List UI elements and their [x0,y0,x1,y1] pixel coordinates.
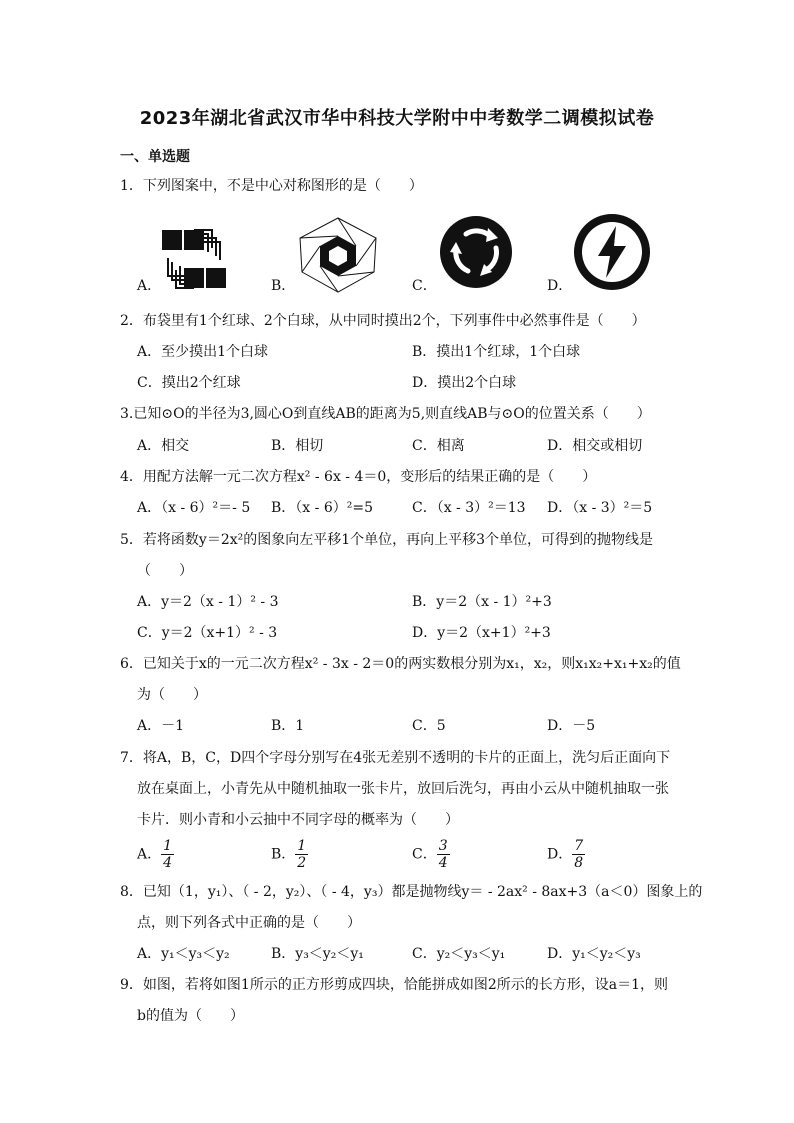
q7-option-c [412,838,450,871]
q7-option-b [271,838,308,871]
question-7-line-1: 7．将A，B，C，D四个字母分别写在4张无差别不透明的卡片的正面上，洗匀后正面向下 [120,750,671,766]
q7-option-d-label: D． [547,846,573,863]
question-5-stem-cont: （ ） [137,563,193,579]
q4-option-a: A．（x - 6）²＝- 5 [137,500,251,516]
q2-option-a: A．至少摸出1个白球 [137,344,269,360]
question-6-stem-cont: 为（ ） [137,687,207,703]
q5-option-c: C．y＝2（x+1）² - 3 [137,625,278,641]
recycle-arrows-circle-icon [438,214,514,294]
question-6-stem: 6．已知关于x的一元二次方程x² - 3x - 2＝0的两实数根分别为x₁，x₂，则x₁x₂+x₁+x₂的值 [120,656,681,672]
q8-option-a: A．y₁＜y₃＜y₂ [137,946,230,962]
lightning-bolt-circle-icon [572,212,652,296]
q3-option-d: D．相交或相切 [547,438,643,454]
question-5-stem: 5．若将函数y＝2x²的图象向左平移1个单位，再向上平移3个单位，可得到的抛物线是 [120,532,654,548]
q7-option-a [137,838,174,871]
q8-option-d: D．y₁＜y₂＜y₃ [547,946,641,962]
q1-option-a-label: A． [137,278,162,294]
q6-option-a: A．－1 [137,718,185,734]
question-2-stem: 2．布袋里有1个红球、2个白球，从中同时摸出2个，下列事件中必然事件是（ ） [120,313,646,329]
q2-option-c: C．摸出2个红球 [137,375,241,391]
q7-option-c-label: C． [412,846,437,863]
q5-option-b: B．y＝2（x - 1）²+3 [412,594,552,610]
q7-option-b-numerator: 1 [297,838,307,854]
layered-squares-icon [160,226,228,296]
hexagon-aperture-icon [296,214,380,298]
q2-option-d: D．摸出2个白球 [412,375,517,391]
q4-option-c: C．（x - 3）²＝13 [412,500,526,516]
question-1-stem: 1．下列图案中，不是中心对称图形的是（ ） [120,178,423,194]
question-7-line-2: 放在桌面上，小青先从中随机抽取一张卡片，放回后洗匀，再由小云从中随机抽取一张 [137,781,669,797]
q1-option-c-label: C． [412,278,437,294]
q8-option-b: B．y₃＜y₂＜y₁ [271,946,364,962]
q7-option-c-numerator: 3 [438,838,448,854]
question-3-stem: 3.已知⊙O的半径为3,圆心O到直线AB的距离为5,则直线AB与⊙O的位置关系（ ） [120,406,651,422]
q3-option-a: A．相交 [137,438,190,454]
question-9-line-2: b的值为（ ） [137,1008,244,1024]
q6-option-c: C．5 [412,718,446,734]
question-4-stem: 4．用配方法解一元二次方程x² - 6x - 4＝0，变形后的结果正确的是（ ） [120,469,597,485]
q2-option-b: B．摸出1个红球，1个白球 [412,344,581,360]
q6-option-d: D．－5 [547,718,596,734]
q8-option-c: C．y₂＜y₃＜y₁ [412,946,506,962]
q7-option-d [547,838,585,871]
question-8-line-2: 点，则下列各式中正确的是（ ） [137,915,361,931]
q5-option-d: D．y＝2（x+1）²+3 [412,625,551,641]
q3-option-c: C．相离 [412,438,465,454]
question-9-line-1: 9．如图，若将如图1所示的正方形剪成四块，恰能拼成如图2所示的长方形，设a＝1，则 [120,977,668,993]
q7-option-b-denominator: 2 [297,855,307,871]
q7-option-a-numerator: 1 [163,838,173,854]
q7-option-b-label: B． [271,846,296,863]
q1-option-b-label: B． [271,278,296,294]
page-title: 2023年湖北省武汉市华中科技大学附中中考数学二调模拟试卷 [139,108,655,129]
q3-option-b: B．相切 [271,438,324,454]
q7-option-d-denominator: 8 [574,855,584,871]
section-heading: 一、单选题 [120,149,190,165]
question-7-line-3: 卡片．则小青和小云抽中不同字母的概率为（ ） [137,812,459,828]
q7-option-a-label: A． [137,846,162,863]
q7-option-c-denominator: 4 [438,855,448,871]
q7-option-a-denominator: 4 [163,855,173,871]
q4-option-b: B．（x - 6）²=5 [271,500,373,516]
q6-option-b: B．1 [271,718,305,734]
q4-option-d: D．（x - 3）²＝5 [547,500,653,516]
q1-option-d-label: D． [547,278,573,294]
question-8-line-1: 8．已知（1，y₁）、（ - 2，y₂）、（ - 4，y₃）都是抛物线y＝ - 2ax² - 8ax+3（a＜0）图象上的 [120,884,703,900]
q7-option-d-numerator: 7 [574,838,584,854]
q5-option-a: A．y＝2（x - 1）² - 3 [137,594,279,610]
